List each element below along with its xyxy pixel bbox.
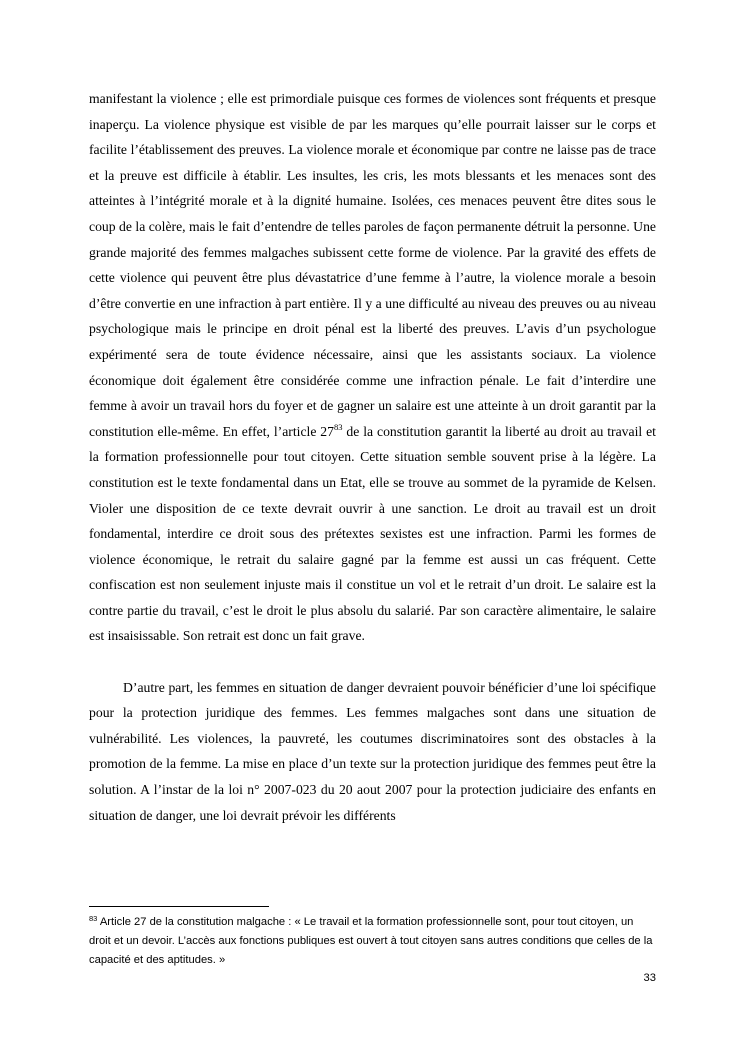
footnote-text: Article 27 de la constitution malgache : « Le travail et la formation professionnelle sont, pour tout citoyen, un droit et un devoir. L’accès aux fonctions publiques est ouvert à tout citoyen sans autres conditions que celles de la capacité et des aptitudes. » <box>89 916 653 966</box>
footnote-reference[interactable]: 83 <box>334 421 343 432</box>
page-number: 33 <box>643 972 656 984</box>
footnote-separator <box>89 906 269 907</box>
paragraph-1-part-2: de la constitution garantit la liberté au droit au travail et la formation professionnelle pour tout citoyen. Cette situation semble souvent prise à la légère. La constitution est le texte fondamental dans un Etat, elle se trouve au sommet de la pyramide de Kelsen. Violer une disposition de ce texte devrait ouvrir à une sanction. Le droit au travail est un droit fondamental, interdire ce droit sous des prétextes sexistes est une infraction. Parmi les formes de violence économique, le retrait du salaire gagné par la femme est aussi un cas fréquent. Cette confiscation est non seulement injuste mais il constitue un vol et le retrait d’un droit. Le salaire est la contre partie du travail, c’est le droit le plus absolu du salarié. Par son caractère alimentaire, le salaire est insaisissable. Son retrait est donc un fait grave. <box>89 423 656 644</box>
body-text <box>89 86 656 828</box>
footnote-number: 83 <box>89 914 98 923</box>
paragraph-1-part-1: manifestant la violence ; elle est primordiale puisque ces formes de violences sont fréquents et presque inaperçu. La violence physique est visible de par les marques qu’elle pourrait laisser sur le corps et facilite l’établissement des preuves. La violence morale et économique par contre ne laisse pas de trace et la preuve est difficile à établir. Les insultes, les cris, les mots blessants et les menaces sont des atteintes à l’intégrité morale et à la dignité humaine. Isolées, ces menaces peuvent être dites sous le coup de la colère, mais le fait d’entendre de telles paroles de façon permanente détruit la personne. Une grande majorité des femmes malgaches subissent cette forme de violence. Par la gravité des effets de cette violence qui peuvent être plus dévastatrice d’une femme à l’autre, la violence morale a besoin d’être convertie en une infraction à part entière. Il y a une difficulté au niveau des preuves ou au niveau psychologique mais le principe en droit pénal est la liberté des preuves. L’avis d’un psychologue expérimenté sera de toute évidence nécessaire, ainsi que les assistants sociaux. La violence économique doit également être considérée comme une infraction pénale. Le fait d’interdire une femme à avoir un travail hors du foyer et de gagner un salaire est une atteinte à un droit garantit par la constitution elle-même. En effet, l’article 27 <box>89 91 656 439</box>
footnote <box>89 913 656 970</box>
paragraph-2: D’autre part, les femmes en situation de danger devraient pouvoir bénéficier d’une loi spécifique pour la protection juridique des femmes. Les femmes malgaches sont dans une situation de vulnérabilité. Les violences, la pauvreté, les coutumes discriminatoires sont des obstacles à la promotion de la femme. La mise en place d’un texte sur la protection juridique des femmes peut être la solution. A l’instar de la loi n° 2007-023 du 20 aout 2007 pour la protection judiciaire des enfants en situation de danger, une loi devrait prévoir les différents <box>89 679 656 823</box>
paragraph-1 <box>89 86 656 649</box>
